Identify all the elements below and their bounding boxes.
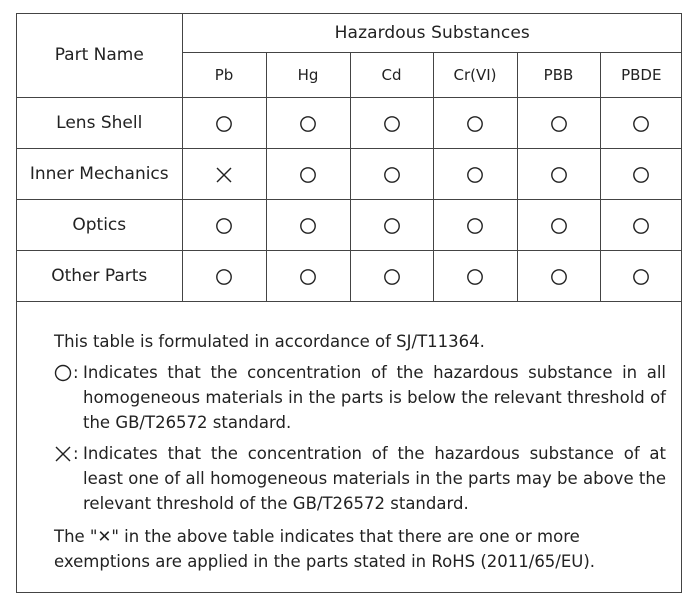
table-row: [17, 97, 682, 148]
circle-mark-icon: [633, 269, 649, 285]
substance-status-cell: [433, 250, 517, 301]
substance-header: Cr(VI): [433, 52, 517, 97]
circle-mark-icon: [633, 116, 649, 132]
substance-header: Pb: [182, 52, 266, 97]
circle-mark-icon: [551, 269, 567, 285]
substance-status-cell: [433, 199, 517, 250]
circle-mark-icon: [467, 269, 483, 285]
circle-mark-icon: [384, 116, 400, 132]
table-header-row: [17, 14, 682, 52]
substance-status-cell: [517, 148, 600, 199]
circle-mark-icon: [300, 167, 316, 183]
substance-status-cell: [600, 148, 682, 199]
cross-legend-colon: :: [73, 444, 79, 463]
circle-mark-icon: [384, 218, 400, 234]
substance-status-cell: [433, 97, 517, 148]
substance-status-cell: [266, 250, 350, 301]
substance-header: Cd: [350, 52, 433, 97]
table-row: [17, 250, 682, 301]
substance-header: Hg: [266, 52, 350, 97]
circle-mark-icon: [384, 167, 400, 183]
substance-status-cell: [517, 199, 600, 250]
exemption-note: The "✕" in the above table indicates that there are one or more exemptions are applied in the parts stated in RoHS (2011/65/EU).: [54, 527, 596, 571]
circle-mark-icon: [467, 116, 483, 132]
substance-status-cell: [517, 97, 600, 148]
circle-legend-colon: :: [73, 363, 79, 382]
circle-mark-icon: [216, 218, 232, 234]
intro-note: This table is formulated in accordance of SJ/T11364.: [54, 332, 485, 351]
rohs-declaration-frame: [16, 13, 682, 593]
circle-mark-icon: [384, 269, 400, 285]
circle-legend-symbol: [54, 360, 83, 385]
part-name-cell: Inner Mechanics: [17, 148, 182, 199]
circle-mark-icon: [467, 167, 483, 183]
substance-status-cell: [600, 250, 682, 301]
substance-status-cell: [517, 250, 600, 301]
cross-legend-text: Indicates that the concentration of the hazardous substance of at least one of all homogeneous materials in the parts may be above the relevant threshold of the GB/T26572 standard.: [83, 444, 666, 513]
part-name-header: Part Name: [17, 14, 182, 97]
table-row: [17, 199, 682, 250]
substance-status-cell: [600, 97, 682, 148]
substance-status-cell: [182, 250, 266, 301]
part-name-cell: Other Parts: [17, 250, 182, 301]
substance-status-cell: [433, 148, 517, 199]
circle-legend: [54, 360, 666, 435]
cross-mark-icon: [216, 167, 232, 183]
notes-section: [54, 329, 666, 574]
part-name-cell: Lens Shell: [17, 97, 182, 148]
hazardous-substances-table: [17, 14, 682, 302]
circle-mark-icon: [551, 116, 567, 132]
circle-mark-icon: [467, 218, 483, 234]
cross-legend-symbol: [54, 441, 83, 466]
cross-legend: [54, 441, 666, 516]
substance-status-cell: [350, 199, 433, 250]
circle-legend-text: Indicates that the concentration of the hazardous substance in all homogeneous materials in the parts is below the relevant threshold of the GB/T26572 standard.: [83, 363, 666, 432]
substance-status-cell: [600, 199, 682, 250]
substance-status-cell: [350, 250, 433, 301]
part-name-cell: Optics: [17, 199, 182, 250]
substance-status-cell: [182, 199, 266, 250]
circle-mark-icon: [216, 116, 232, 132]
circle-mark-icon: [551, 218, 567, 234]
substance-header: PBDE: [600, 52, 682, 97]
circle-mark-icon: [551, 167, 567, 183]
circle-mark-icon: [300, 116, 316, 132]
substance-header: PBB: [517, 52, 600, 97]
hazardous-substances-header: Hazardous Substances: [182, 14, 682, 52]
substance-status-cell: [350, 97, 433, 148]
substance-status-cell: [266, 97, 350, 148]
substance-status-cell: [182, 97, 266, 148]
substance-status-cell: [266, 199, 350, 250]
substance-status-cell: [350, 148, 433, 199]
circle-mark-icon: [300, 218, 316, 234]
circle-mark-icon: [300, 269, 316, 285]
circle-mark-icon: [216, 269, 232, 285]
substance-status-cell: [182, 148, 266, 199]
table-row: [17, 148, 682, 199]
substance-status-cell: [266, 148, 350, 199]
circle-mark-icon: [633, 218, 649, 234]
circle-mark-icon: [633, 167, 649, 183]
